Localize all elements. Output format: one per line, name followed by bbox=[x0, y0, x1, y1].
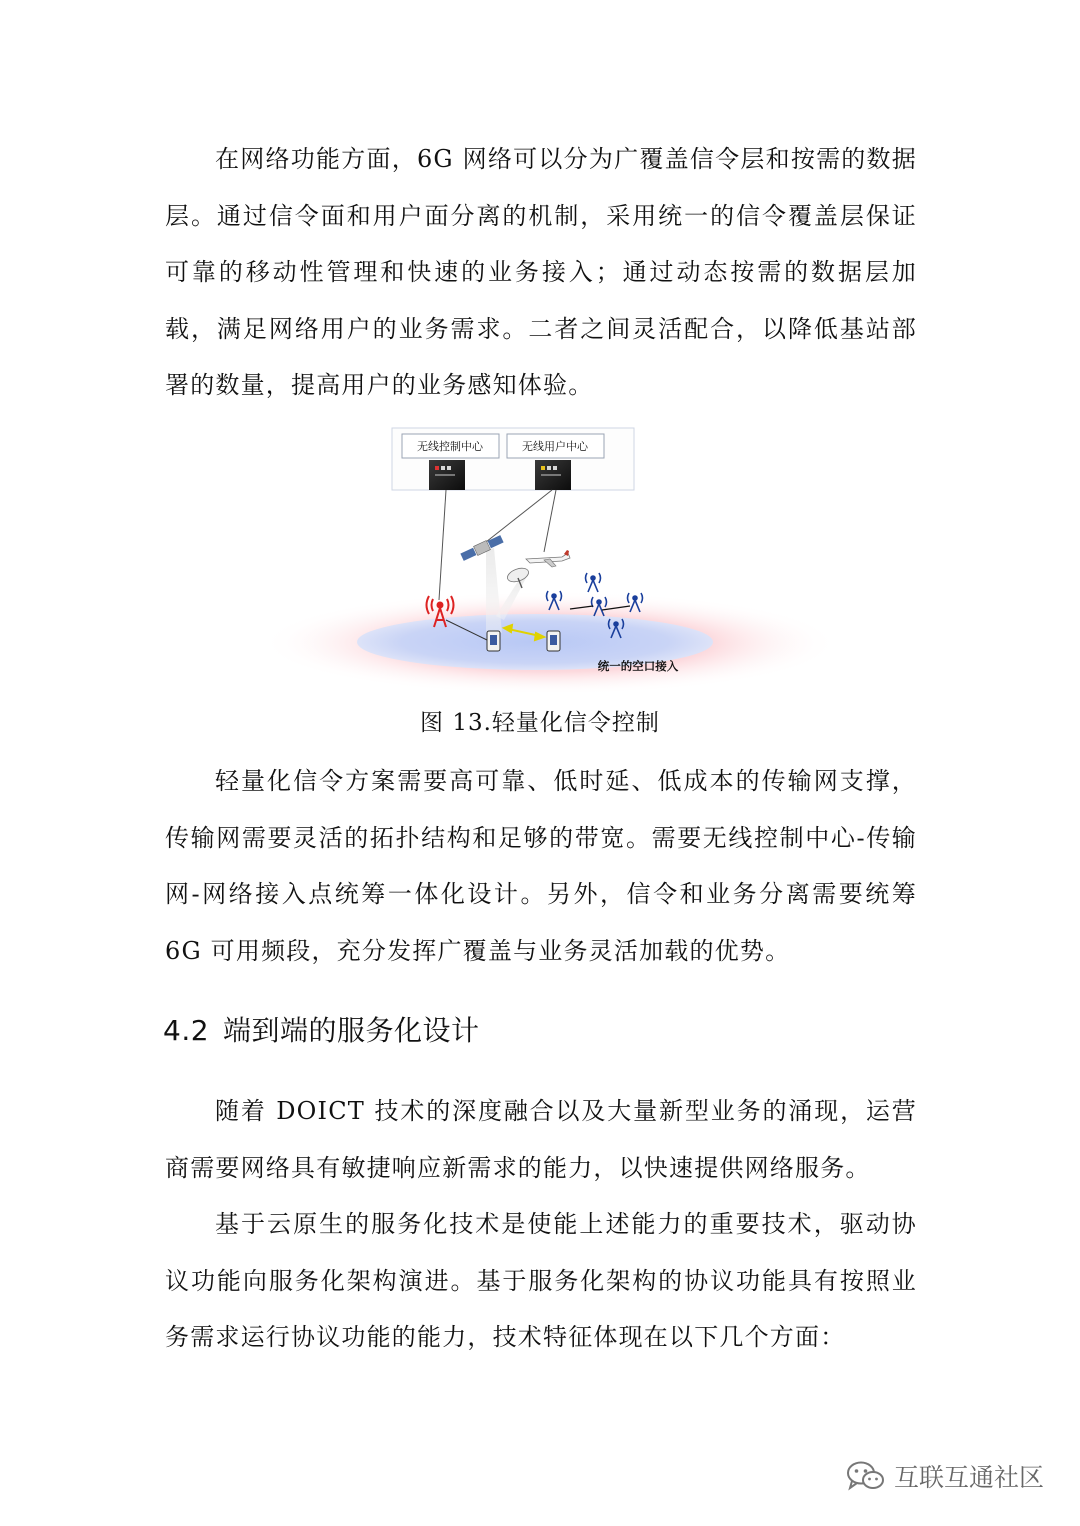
paragraph-doict: 随着 DOICT 技术的深度融合以及大量新型业务的涌现，运营商需要网络具有敏捷响应新需求的能力，以快速提供网络服务。 bbox=[165, 1097, 917, 1182]
figure-caption: 图 13.轻量化信令控制 bbox=[420, 710, 660, 736]
control-center-label: 无线控制中心 bbox=[417, 440, 483, 453]
control-server-icon bbox=[429, 460, 465, 490]
section-heading bbox=[163, 1009, 480, 1053]
terminal-right-icon bbox=[547, 631, 560, 651]
watermark bbox=[846, 1456, 1044, 1496]
paragraph-lightweight-signaling: 轻量化信令方案需要高可靠、低时延、低成本的传输网支撑，传输网需要灵活的拓扑结构和足够的带宽。需要无线控制中心-传输网-网络接入点统筹一体化设计。另外，信令和业务分离需要统筹 6G 可用频段，充分发挥广覆盖与业务灵活加载的优势。 bbox=[165, 767, 917, 965]
section-title: 端到端的服务化设计 bbox=[223, 1014, 480, 1047]
link-user-to-plane bbox=[544, 490, 556, 552]
terminal-left-icon bbox=[487, 631, 500, 651]
wechat-icon bbox=[846, 1460, 886, 1492]
satellite-beam bbox=[486, 548, 502, 633]
user-center-label: 无线用户中心 bbox=[522, 440, 588, 453]
link-control-to-tower bbox=[439, 490, 446, 600]
watermark-text: 互联互通社区 bbox=[893, 1463, 1044, 1492]
paragraph-cloud-native: 基于云原生的服务化技术是使能上述能力的重要技术，驱动协议功能向服务化架构演进。基于服务化架构的协议功能具有按照业务需求运行协议功能的能力，技术特征体现在以下几个方面： bbox=[165, 1210, 917, 1351]
unified-air-interface-label: 统一的空口接入 bbox=[597, 659, 679, 673]
paragraph-network-functions: 在网络功能方面，6G 网络可以分为广覆盖信令层和按需的数据层。通过信令面和用户面分离的机制，采用统一的信令覆盖层保证可靠的移动性管理和快速的业务接入；通过动态按需的数据层加载，满足网络用户的业务需求。二者之间灵活配合，以降低基站部署的数量，提高用户的业务感知体验。 bbox=[165, 145, 917, 399]
figure-diagram bbox=[250, 420, 830, 692]
figure-lightweight-signaling bbox=[250, 420, 830, 692]
airplane-icon bbox=[526, 550, 570, 567]
section-number: 4.2 bbox=[163, 1014, 210, 1047]
user-server-icon bbox=[535, 460, 571, 490]
satellite-icon bbox=[460, 534, 504, 562]
link-user-to-satellite bbox=[486, 490, 552, 542]
